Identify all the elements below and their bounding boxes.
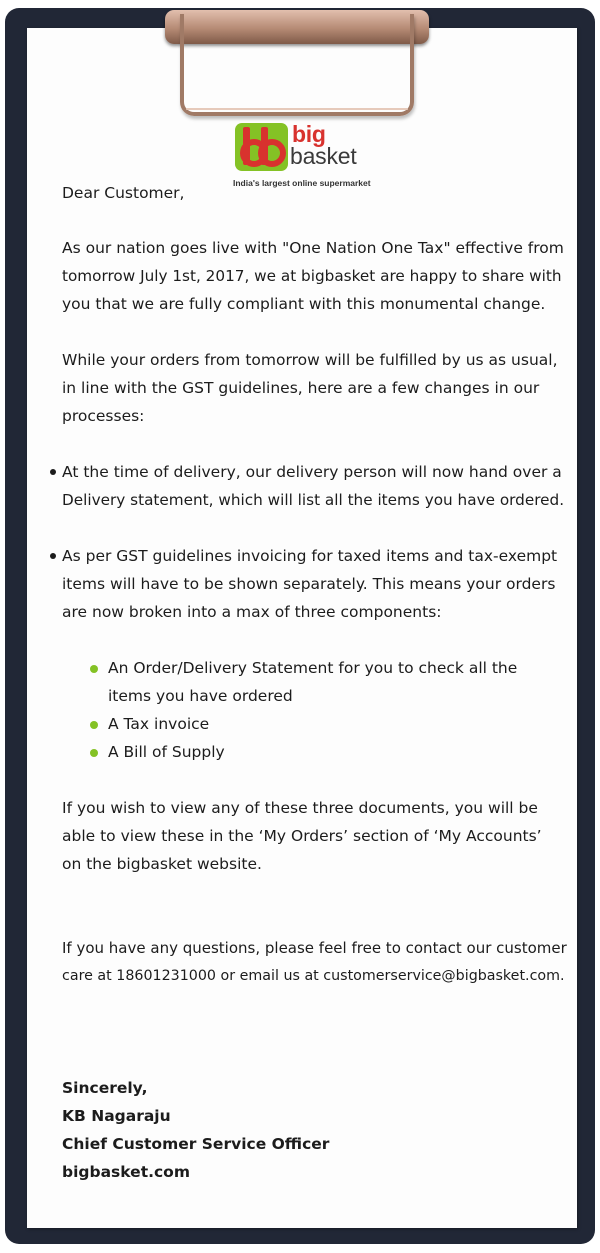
signature-name: KB Nagaraju [62,1107,171,1125]
green-bullet-icon [90,665,98,673]
sub-item: items you have ordered [108,687,293,705]
bullet-1-line: At the time of delivery, our delivery person will now hand over a [62,463,562,481]
paragraph-3-line: able to view these in the ‘My Orders’ section of ‘My Accounts’ [62,827,542,845]
paragraph-3-line: on the bigbasket website. [62,855,262,873]
bullet-2-line: As per GST guidelines invoicing for taxed items and tax-exempt [62,547,558,565]
green-bullet-icon [90,749,98,757]
bigbasket-logo-mark [235,123,288,171]
letter-paper [27,28,577,1228]
paragraph-1-line: you that we are fully compliant with this monumental change. [62,295,546,313]
paragraph-2-line: in line with the GST guidelines, here are a few changes in our [62,379,540,397]
logo-tagline: India's largest online supermarket [233,178,371,188]
bullet-2-line: are now broken into a max of three components: [62,603,442,621]
bullet-1-line: Delivery statement, which will list all the items you have ordered. [62,491,565,509]
green-bullet-icon [90,721,98,729]
logo-basket-text: basket [290,143,357,169]
bigbasket-logo [235,123,375,193]
bullet-icon [50,553,56,559]
greeting: Dear Customer, [62,184,185,202]
paragraph-1-line: As our nation goes live with "One Nation One Tax" effective from [62,239,564,257]
paragraph-1-line: tomorrow July 1st, 2017, we at bigbasket are happy to share with [62,267,562,285]
signature-title: Chief Customer Service Officer [62,1135,330,1153]
paragraph-2-line: While your orders from tomorrow will be fulfilled by us as usual, [62,351,558,369]
paragraph-2-line: processes: [62,407,145,425]
clipboard-clip-ring [180,14,414,116]
signature-closing: Sincerely, [62,1079,148,1097]
paragraph-4-line: If you have any questions, please feel free to contact our customer [62,939,567,957]
paragraph-3-line: If you wish to view any of these three documents, you will be [62,799,538,817]
sub-item: A Bill of Supply [108,743,225,761]
signature-company: bigbasket.com [62,1163,190,1181]
sub-item: An Order/Delivery Statement for you to check all the [108,659,518,677]
sub-item: A Tax invoice [108,715,210,733]
paragraph-4-line: care at 18601231000 or email us at customerservice@bigbasket.com. [62,968,565,984]
logo-big-text: big [292,121,326,147]
bullet-2-line: items will have to be shown separately. This means your orders [62,575,556,593]
bullet-icon [50,469,56,475]
